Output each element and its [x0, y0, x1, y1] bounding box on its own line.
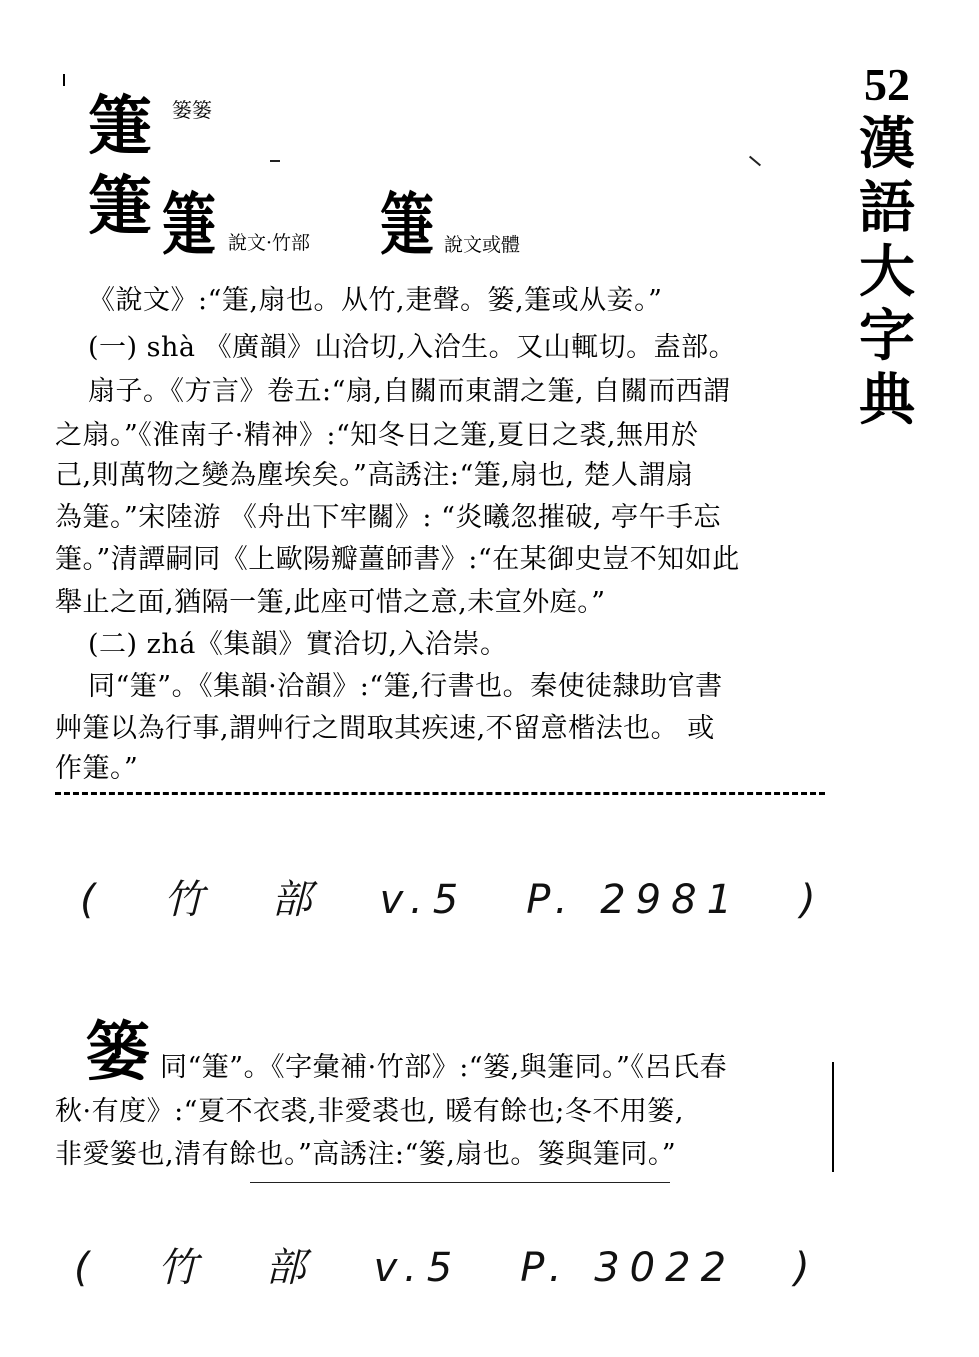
scan-mark	[250, 1182, 670, 1183]
scan-mark	[63, 74, 65, 86]
ref-section: 部	[271, 877, 322, 923]
entry-line: 舉止之面,猶隔一箑,此座可惜之意,未宣外庭。”	[55, 587, 606, 618]
page-number: 52	[864, 59, 910, 110]
title-char: 典	[859, 367, 915, 433]
entry-line: (二) zhá《集韻》實洽切,入洽崇。	[88, 629, 508, 660]
title-char: 漢	[859, 111, 915, 177]
seal-script-glyph-2: 箑	[380, 184, 434, 264]
title-char: 字	[859, 303, 915, 369]
ref-section: 部	[265, 1245, 316, 1291]
entry-line: 《說文》:“箑,扇也。从竹,疌聲。篓,箑或从妾。”	[88, 285, 663, 316]
title-char: 大	[859, 239, 915, 305]
dictionary-title	[852, 112, 922, 432]
entry-line: 作箑。”	[55, 753, 139, 784]
ref-paren-close: )	[794, 1245, 820, 1291]
entry-line: (一) shà 《廣韻》山洽切,入洽生。又山輒切。盍部。	[88, 332, 737, 363]
entry-line: 秋·有度》:“夏不衣裘,非愛裘也, 暖有餘也;冬不用篓,	[55, 1096, 684, 1127]
seal-caption-1: 說文·竹部	[228, 232, 311, 254]
handwritten-reference	[74, 1236, 878, 1293]
entry-line: 艸箑以為行事,謂艸行之間取其疾速,不留意楷法也。 或	[55, 713, 715, 744]
entry-line: 同“箑”。《集韻·洽韻》:“箑,行書也。秦使徒隸助官書	[88, 671, 723, 702]
entry-line: 同“箑”。《字彙補·竹部》:“篓,與箑同。”《呂氏春	[160, 1052, 727, 1083]
ref-radical: 竹	[163, 877, 214, 923]
variant-characters: 篓篓	[172, 98, 212, 122]
entry-line: 扇子。《方言》卷五:“扇,自關而東謂之箑, 自關而西謂	[88, 376, 731, 407]
ref-radical: 竹	[157, 1245, 208, 1291]
ref-page: P. 3022	[520, 1245, 737, 1291]
ref-volume: v.5	[379, 877, 469, 923]
entry-line: 非愛篓也,清有餘也。”高誘注:“篓,扇也。篓與箑同。”	[55, 1139, 677, 1170]
entry-line: 箑。”清譚嗣同《上歐陽瓣薑師書》:“在某御史豈不知如此	[55, 544, 740, 575]
ref-volume: v.5	[373, 1245, 463, 1291]
seal-script-glyph-1: 箑	[162, 184, 216, 264]
ref-page: P. 2981	[526, 877, 743, 923]
ref-paren-open: (	[74, 1245, 100, 1291]
ref-paren-open: (	[80, 877, 106, 923]
scan-mark	[832, 1062, 834, 1172]
ref-paren-close: )	[800, 877, 826, 923]
entry-line: 之扇。”《淮南子·精神》:“知冬日之箑,夏日之裘,無用於	[55, 420, 699, 451]
entry-line: 為箑。”宋陸游 《舟出下牢關》: “炎曦忽摧破, 亭午手忘	[55, 502, 722, 533]
section-divider	[55, 792, 825, 798]
title-char: 語	[859, 175, 915, 241]
scan-mark	[749, 156, 761, 167]
scan-mark	[270, 160, 280, 162]
seal-caption-2: 說文或體	[444, 234, 521, 256]
headword-variant-form: 箑	[88, 169, 152, 244]
handwritten-reference	[80, 868, 884, 925]
entry-line: 己,則萬物之變為塵埃矣。”高誘注:“箑,扇也, 楚人謂扇	[55, 460, 694, 491]
headword-primary: 箑	[88, 89, 152, 164]
headword-entry-2: 篓	[86, 1015, 150, 1090]
